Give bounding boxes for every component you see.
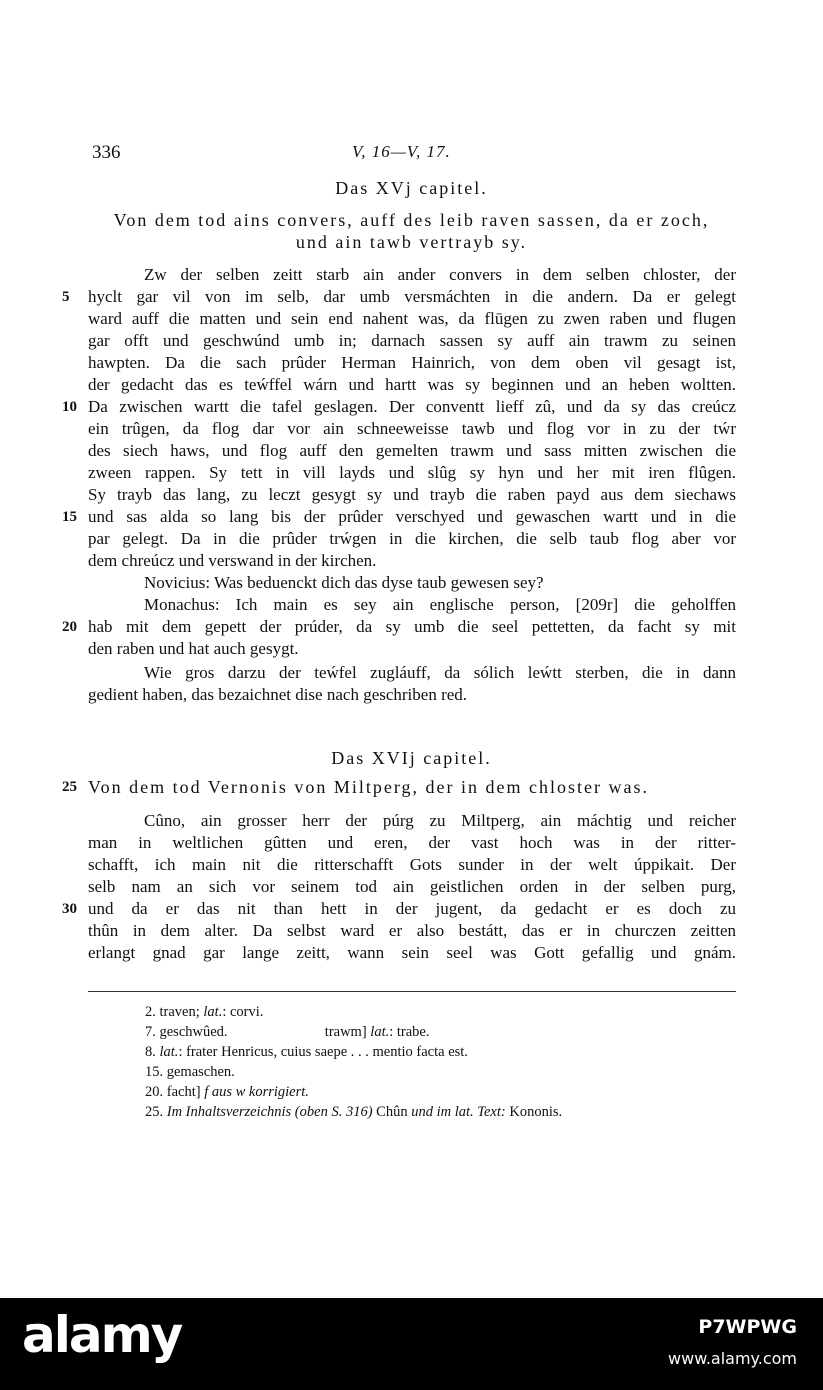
chapter-16-subtitle-line-2: und ain tawb vertrayb sy. — [295, 232, 528, 252]
text-line: und da er das nit than hett in der jugent, da gedacht er es doch zu — [88, 899, 736, 918]
text-line: den raben und hat auch gesygt. — [88, 639, 299, 658]
text-line: Da zwischen wartt die tafel geslagen. Der conventt lieff zû, und da sy das creúcz — [88, 397, 736, 416]
footnote-number: 7. — [145, 1024, 156, 1040]
line-number: 5 — [62, 289, 70, 305]
text-line: gedient haben, das bezaichnet dise nach geschriben red. — [88, 685, 468, 704]
text-line: und sas alda so lang bis der prûder verschyed und gewaschen wartt und in die — [88, 507, 736, 526]
line-number: 15 — [62, 509, 77, 525]
text-line: man in weltlichen gûtten und eren, der vast hoch was in der ritter- — [88, 833, 736, 852]
footnote-text: Chûn — [376, 1104, 408, 1120]
chapter-17-title: Das XVIj capitel. — [331, 748, 492, 768]
footnote-italic: f aus w korrigiert. — [204, 1084, 309, 1100]
text-line: dem chreúcz und verswand in der kirchen. — [88, 551, 377, 570]
text-line: hab mit dem gepett der prúder, da sy umb die seel pettetten, da facht sy mit — [88, 617, 736, 636]
line-number: 20 — [62, 619, 77, 635]
text-line: des siech haws, und flog auff den gemelten trawm und sass mitten zwischen die — [88, 441, 736, 460]
line-number: 10 — [62, 399, 77, 415]
footnote-number: 25. — [145, 1104, 164, 1120]
text-line: Zw der selben zeitt starb ain ander convers in dem selben chloster, der — [144, 265, 736, 284]
chapter-16-title: Das XVj capitel. — [335, 178, 488, 198]
footnote-text: geschwûed. — [159, 1024, 228, 1040]
footnote — [145, 1104, 562, 1121]
text-line: hawpten. Da die sach prûder Herman Hainrich, von dem oben vil gesagt ist, — [88, 353, 736, 372]
text-line: thûn in dem alter. Da selbst ward er also bestátt, das er in churczen zeitten — [88, 921, 736, 940]
running-head: V, 16—V, 17. — [352, 142, 451, 161]
text-line: selb nam an sich vor seinem tod ain geistlichen orden in der selben purg, — [88, 877, 736, 896]
footnote-text: gemaschen. — [166, 1064, 235, 1080]
footnote-italic: und im lat. Text: — [411, 1104, 506, 1120]
text-line: hyclt gar vil von im selb, dar umb versmáchten in die andern. Da er gelegt — [88, 287, 736, 306]
footnote — [145, 1004, 263, 1021]
text-line: Cûno, ain grosser herr der púrg zu Miltperg, ain máchtig und reicher — [144, 811, 736, 830]
footnote-divider — [88, 991, 736, 992]
text-line: Wie gros darzu der teẃfel zugláuff, da sólich leẃtt sterben, die in dann — [144, 663, 736, 682]
footnote-number: 8. — [145, 1044, 156, 1060]
footnote-italic: lat. — [203, 1004, 223, 1020]
text-line: erlangt gnad gar lange zeitt, wann sein seel was Gott gefallig und gnám. — [88, 943, 736, 962]
page-number: 336 — [92, 142, 121, 163]
text-line: zween rappen. Sy tett in vill layds und slûg sy hyn und her mit iren flûgen. — [88, 463, 736, 482]
footnote-text: : frater Henricus, cuius saepe . . . mentio facta est. — [178, 1044, 468, 1060]
text-line: der gedacht das es teẃffel wárn und hartt was sy beginnen und an heben woltten. — [88, 375, 736, 394]
text-line: gar offt und geschwúnd umb in; darnach sassen sy auff ain trawm zu seinen — [88, 331, 736, 350]
footnote-text: traven; — [159, 1004, 200, 1020]
footnote — [145, 1024, 430, 1041]
watermark-banner — [0, 1298, 823, 1390]
footnote — [145, 1084, 309, 1101]
footnote-text: Kononis. — [509, 1104, 563, 1120]
footnote-italic: lat. — [159, 1044, 179, 1060]
text-line: Monachus: Ich main es sey ain englische person, [209r] die geholffen — [144, 595, 736, 614]
footnote — [145, 1044, 468, 1061]
line-number: 30 — [62, 901, 77, 917]
chapter-17-subtitle: Von dem tod Vernonis von Miltperg, der in dem chloster was. — [88, 777, 649, 797]
text-line: ward auff die matten und sein end nahent was, da flūgen zu zwen raben und flugen — [88, 309, 736, 328]
footnote-text: : corvi. — [222, 1004, 264, 1020]
text-line: par gelegt. Da in die prûder trẃgen in die kirchen, die selb taub flog aber vor — [88, 529, 736, 548]
text-line: ein trûgen, da flog dar vor ain schneeweisse tawb und flog vor in zu der tẃr — [88, 419, 736, 438]
footnote-text: : trabe. — [389, 1024, 430, 1040]
footnote-number: 20. — [145, 1084, 164, 1100]
chapter-16-subtitle-line-1: Von dem tod ains convers, auff des leib raven sassen, da er zoch, — [113, 210, 710, 230]
text-line: Novicius: Was beduenckt dich das dyse taub gewesen sey? — [144, 573, 544, 592]
footnote-text: facht] — [166, 1084, 201, 1100]
text-line: Sy trayb das lang, zu leczt gesygt sy und trayb die raben payd aus dem siechaws — [88, 485, 736, 504]
footnote-italic: Im Inhaltsverzeichnis (oben S. 316) — [166, 1104, 373, 1120]
line-number: 25 — [62, 779, 77, 795]
footnote-italic: lat. — [370, 1024, 390, 1040]
alamy-logo: alamy — [22, 1306, 182, 1364]
footnote-number: 15. — [145, 1064, 164, 1080]
footnote — [145, 1064, 235, 1081]
footnote-text: trawm] — [324, 1024, 367, 1040]
watermark-url: www.alamy.com — [668, 1349, 797, 1368]
text-line: schafft, ich main nit die ritterschafft Gots sunder in der welt úppikait. Der — [88, 855, 736, 874]
image-code: P7WPWG — [698, 1316, 797, 1338]
footnote-number: 2. — [145, 1004, 156, 1020]
